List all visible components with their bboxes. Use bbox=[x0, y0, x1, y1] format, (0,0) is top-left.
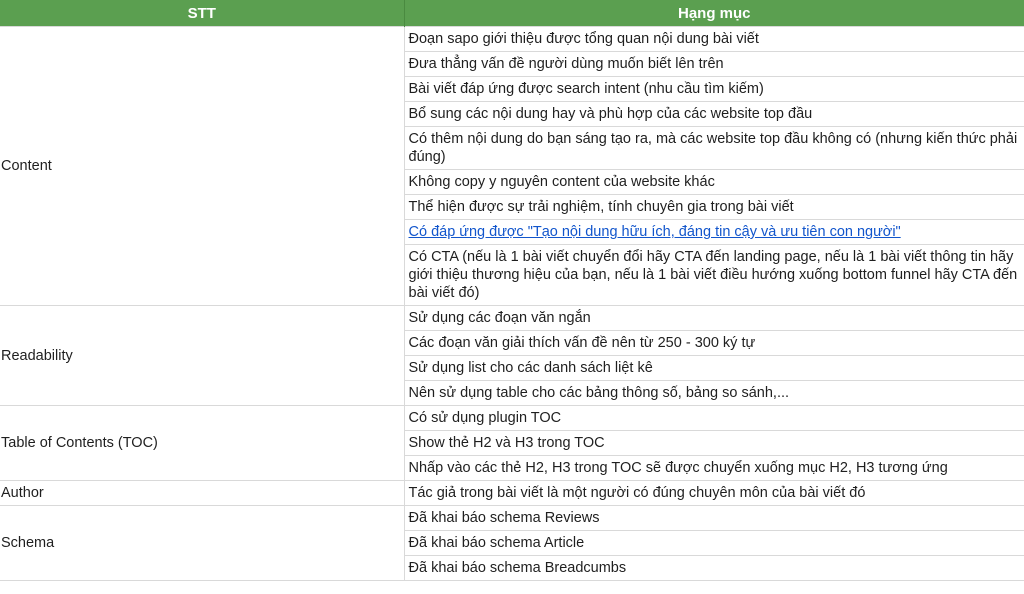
item-cell: Sử dụng list cho các danh sách liệt kê bbox=[404, 356, 1024, 381]
category-cell: Table of Contents (TOC) bbox=[0, 406, 404, 481]
table-row bbox=[0, 481, 1024, 506]
category-cell: Author bbox=[0, 481, 404, 506]
item-cell: Tác giả trong bài viết là một người có đúng chuyên môn của bài viết đó bbox=[404, 481, 1024, 506]
item-cell: Đoạn sapo giới thiệu được tổng quan nội dung bài viết bbox=[404, 27, 1024, 52]
table-row bbox=[0, 306, 1024, 331]
item-cell[interactable] bbox=[404, 220, 1024, 245]
item-cell: Nên sử dụng table cho các bảng thông số, bảng so sánh,... bbox=[404, 381, 1024, 406]
header-stt: STT bbox=[0, 0, 404, 27]
item-cell: Đã khai báo schema Article bbox=[404, 531, 1024, 556]
item-cell: Các đoạn văn giải thích vấn đề nên từ 250 - 300 ký tự bbox=[404, 331, 1024, 356]
item-cell: Có thêm nội dung do bạn sáng tạo ra, mà các website top đầu không có (nhưng kiến thức phải đúng) bbox=[404, 127, 1024, 170]
table-row bbox=[0, 506, 1024, 531]
item-cell: Đưa thẳng vấn đề người dùng muốn biết lên trên bbox=[404, 52, 1024, 77]
table-body bbox=[0, 27, 1024, 581]
header-row bbox=[0, 0, 1024, 27]
item-cell: Không copy y nguyên content của website khác bbox=[404, 170, 1024, 195]
table-row bbox=[0, 406, 1024, 431]
item-cell: Bài viết đáp ứng được search intent (nhu cầu tìm kiếm) bbox=[404, 77, 1024, 102]
category-cell: Readability bbox=[0, 306, 404, 406]
item-cell: Có sử dụng plugin TOC bbox=[404, 406, 1024, 431]
item-cell: Thể hiện được sự trải nghiệm, tính chuyên gia trong bài viết bbox=[404, 195, 1024, 220]
header-item: Hạng mục bbox=[404, 0, 1024, 27]
item-cell: Sử dụng các đoạn văn ngắn bbox=[404, 306, 1024, 331]
item-link[interactable]: Có đáp ứng được "Tạo nội dung hữu ích, đáng tin cậy và ưu tiên con người" bbox=[408, 224, 901, 240]
table-row bbox=[0, 27, 1024, 52]
item-cell: Đã khai báo schema Reviews bbox=[404, 506, 1024, 531]
category-cell: Schema bbox=[0, 506, 404, 581]
item-cell: Show thẻ H2 và H3 trong TOC bbox=[404, 431, 1024, 456]
item-cell: Có CTA (nếu là 1 bài viết chuyển đổi hãy CTA đến landing page, nếu là 1 bài viết thông tin hãy giới thiệu thương hiệu của bạn, nếu là 1 bài viết điều hướng xuống bottom funnel hãy CTA đến bài viết đó) bbox=[404, 245, 1024, 306]
item-cell: Bổ sung các nội dung hay và phù hợp của các website top đầu bbox=[404, 102, 1024, 127]
item-cell: Nhấp vào các thẻ H2, H3 trong TOC sẽ được chuyển xuống mục H2, H3 tương ứng bbox=[404, 456, 1024, 481]
item-cell: Đã khai báo schema Breadcumbs bbox=[404, 556, 1024, 581]
category-cell: Content bbox=[0, 27, 404, 306]
